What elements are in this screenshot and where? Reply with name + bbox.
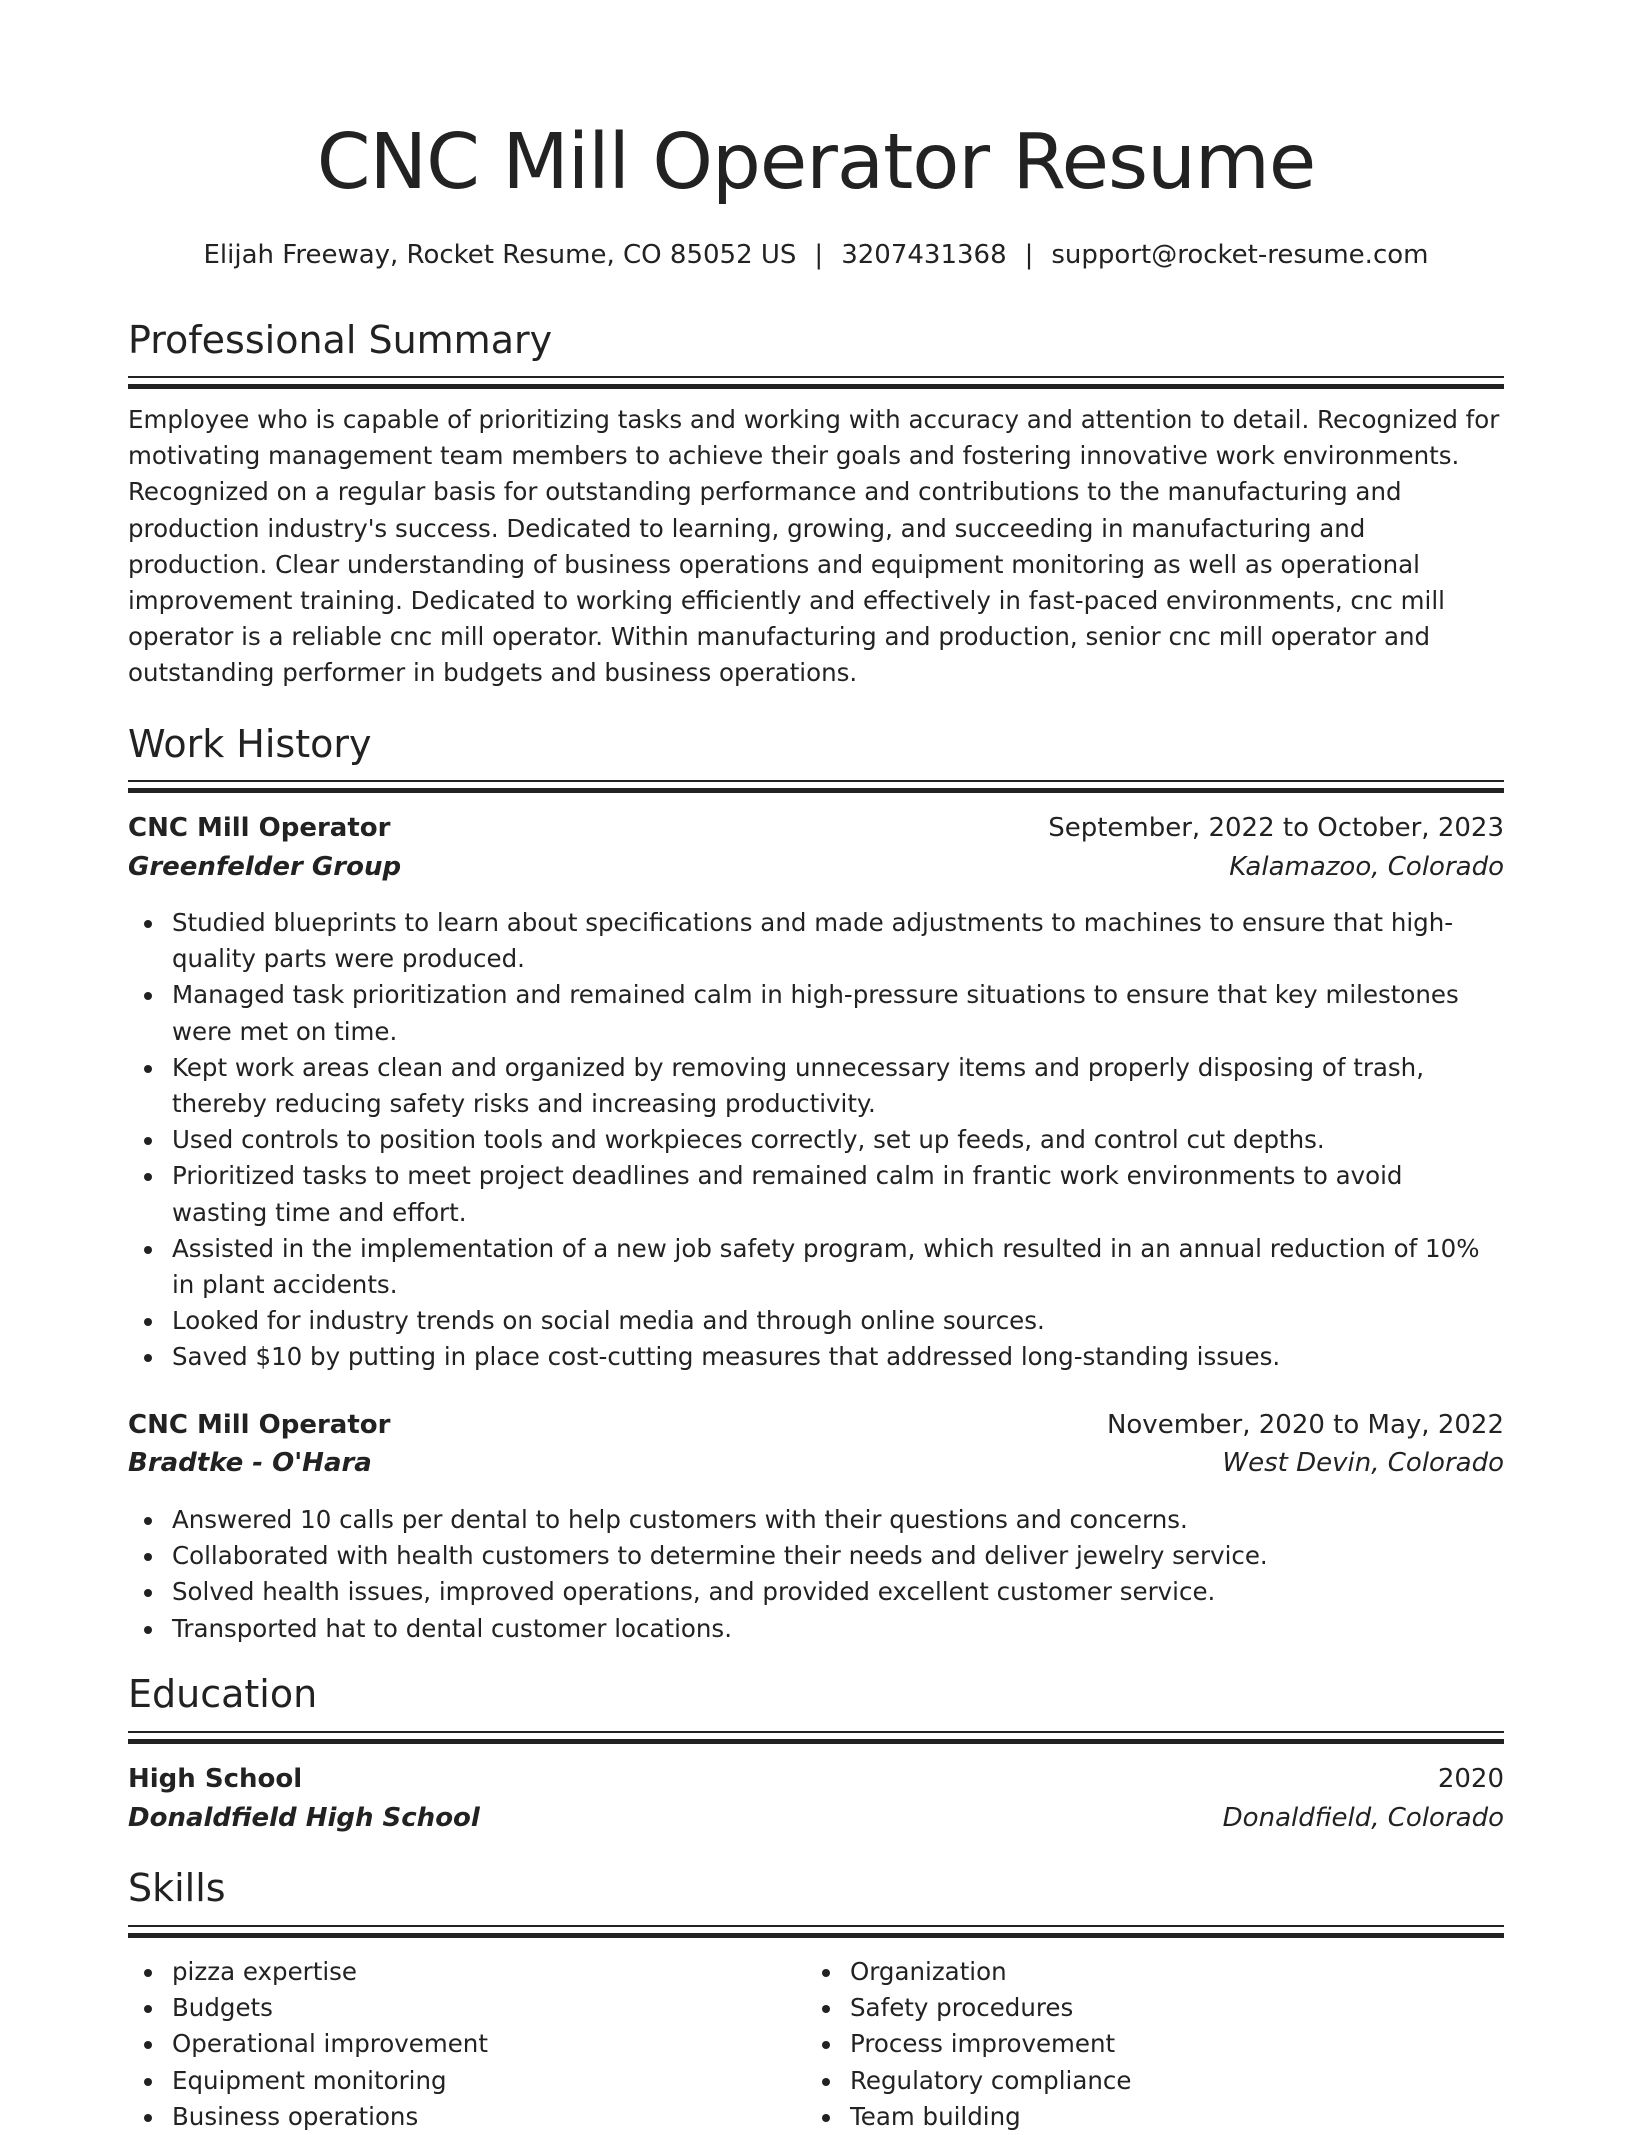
job-company: Bradtke - O'Hara — [128, 1448, 372, 1478]
skills-list-right — [806, 1954, 1504, 2135]
list-item: Regulatory compliance — [850, 2063, 1504, 2099]
list-item: Transported hat to dental customer locations. — [172, 1611, 1504, 1647]
section-divider — [128, 1925, 1504, 1938]
education-subheader — [128, 1803, 1504, 1839]
list-item: Operational improvement — [172, 2026, 806, 2062]
list-item: Business operations — [172, 2099, 806, 2135]
job-company: Greenfelder Group — [128, 852, 402, 882]
skills-list-left — [128, 1954, 806, 2135]
list-item: Kept work areas clean and organized by removing unnecessary items and properly disposing of trash, thereby reducing safety risks and increasing productivity. — [172, 1050, 1504, 1122]
section-divider — [128, 780, 1504, 793]
resume-title: CNC Mill Operator Resume — [316, 118, 1316, 207]
list-item: Solved health issues, improved operations, and provided excellent customer service. — [172, 1574, 1504, 1610]
education-header — [128, 1764, 1504, 1800]
job-bullets — [128, 905, 1504, 1376]
contact-separator: | — [814, 240, 824, 270]
list-item: Studied blueprints to learn about specifications and made adjustments to machines to ensure that high-quality parts were produced. — [172, 905, 1504, 977]
list-item: Answered 10 calls per dental to help customers with their questions and concerns. — [172, 1502, 1504, 1538]
job-location: West Devin, Colorado — [1222, 1448, 1504, 1478]
list-item: Collaborated with health customers to determine their needs and deliver jewelry service. — [172, 1538, 1504, 1574]
job-dates: November, 2020 to May, 2022 — [1106, 1410, 1504, 1440]
work-history-heading: Work History — [128, 722, 372, 766]
list-item: Budgets — [172, 1990, 806, 2026]
job-title: CNC Mill Operator — [128, 813, 391, 843]
list-item: Safety procedures — [850, 1990, 1504, 2026]
list-item: Assisted in the implementation of a new job safety program, which resulted in an annual reduction of 10% in plant accidents. — [172, 1231, 1504, 1303]
section-divider — [128, 1731, 1504, 1744]
job-dates: September, 2022 to October, 2023 — [1048, 813, 1504, 843]
list-item: Equipment monitoring — [172, 2063, 806, 2099]
job-location: Kalamazoo, Colorado — [1229, 852, 1504, 882]
education-year: 2020 — [1437, 1764, 1504, 1794]
job-header — [128, 1410, 1504, 1446]
contact-address: Elijah Freeway, Rocket Resume, CO 85052 US — [203, 240, 797, 270]
job-title: CNC Mill Operator — [128, 1410, 391, 1440]
contact-separator: | — [1024, 240, 1034, 270]
job-header — [128, 813, 1504, 849]
contact-email[interactable]: support@rocket-resume.com — [1051, 240, 1429, 270]
list-item: Looked for industry trends on social media and through online sources. — [172, 1303, 1504, 1339]
summary-text: Employee who is capable of prioritizing tasks and working with accuracy and attention to detail. Recognized for motivating management team members to achieve their goals and fostering innovative work environments. Recognized on a regular basis for outstanding performance and contributions to the manufacturing and production industry's success. Dedicated to learning, growing, and succeeding in manufacturing and production. Clear understanding of business operations and equipment monitoring as well as operational improvement training. Dedicated to working efficiently and effectively in fast-paced environments, cnc mill operator is a reliable cnc mill operator. Within manufacturing and production, senior cnc mill operator and outstanding performer in budgets and business operations. — [128, 405, 1500, 688]
list-item: Team building — [850, 2099, 1504, 2135]
section-divider — [128, 376, 1504, 389]
list-item: Prioritized tasks to meet project deadlines and remained calm in frantic work environments to avoid wasting time and effort. — [172, 1158, 1504, 1230]
list-item: pizza expertise — [172, 1954, 806, 1990]
contact-phone[interactable]: 3207431368 — [841, 240, 1007, 270]
contact-line — [128, 240, 1504, 270]
list-item: Managed task prioritization and remained calm in high-pressure situations to ensure that key milestones were met on time. — [172, 977, 1504, 1049]
job-subheader — [128, 1448, 1504, 1484]
summary-heading: Professional Summary — [128, 318, 553, 362]
job-subheader — [128, 852, 1504, 888]
job-bullets — [128, 1502, 1504, 1647]
education-location: Donaldfield, Colorado — [1222, 1803, 1504, 1833]
education-heading: Education — [128, 1672, 318, 1716]
list-item: Organization — [850, 1954, 1504, 1990]
education-school: Donaldfield High School — [128, 1803, 480, 1833]
list-item: Used controls to position tools and workpieces correctly, set up feeds, and control cut depths. — [172, 1122, 1504, 1158]
education-degree: High School — [128, 1764, 303, 1794]
skills-heading: Skills — [128, 1866, 226, 1910]
list-item: Saved $10 by putting in place cost-cutting measures that addressed long-standing issues. — [172, 1339, 1504, 1375]
list-item: Process improvement — [850, 2026, 1504, 2062]
